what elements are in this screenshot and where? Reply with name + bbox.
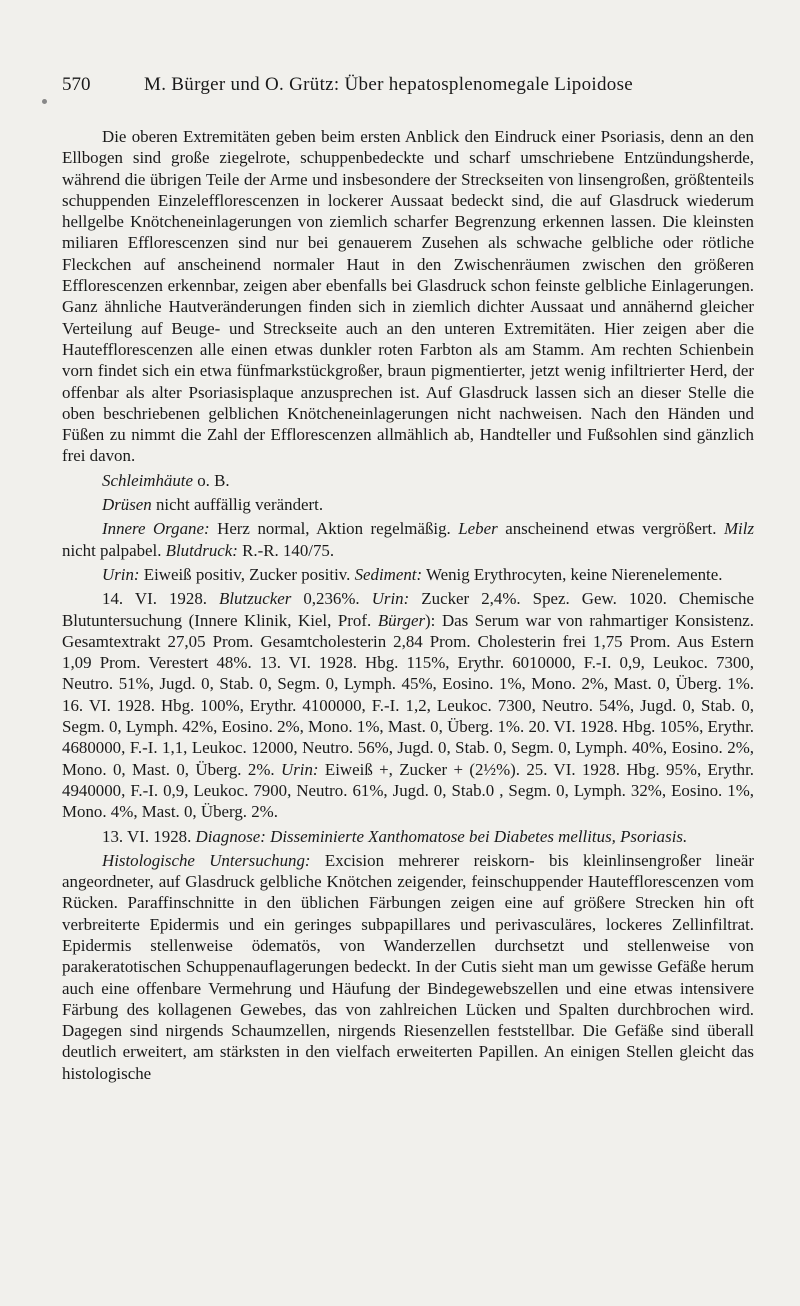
text: nicht auffällig verändert. (151, 495, 324, 515)
paragraph-glands (62, 494, 754, 515)
text: Herz normal, Aktion regelmäßig. (209, 519, 459, 539)
text: Wenig Erythrocyten, keine Nierenelemente. (422, 564, 723, 584)
page (62, 74, 754, 1087)
term: Blutzucker (219, 589, 292, 609)
term: Innere Organe: (102, 519, 210, 539)
text: Zucker 2,4%. Spez. Gew. 1020. Chemische Blutuntersuchung (Innere Klinik, Kiel, Prof. (62, 589, 754, 630)
text: o. B. (193, 470, 230, 490)
text: 0,236%. (291, 589, 372, 609)
term: Schleimhäute (102, 470, 193, 490)
body-text (62, 126, 754, 1084)
text: Eiweiß +, Zucker + (2½%). 25. VI. 1928. Hbg. 95%, Erythr. 4940000, F.-I. 0,9, Leukoc. 7900, Neutro. 61%, Jugd. 0, Stab.0 , Segm. 0, Lymph. 32%, Eosino. 1%, Mono. 4%, Mast. 0, Überg. 2%. (62, 759, 754, 822)
text: Eiweiß positiv, Zucker positiv. (139, 564, 355, 584)
text: ): Das Serum war von rahmartiger Konsistenz. Gesamtextrakt 27,05 Prom. Gesamtcholesterin 2,84 Prom. Cholesterin frei 1,75 Prom. Aus Estern 1,09 Prom. Verestert 48%. 13. VI. 1928. Hbg. 115%, Erythr. 6010000, F.-I. 0,9, Leukoc. 7300, Neutro. 51%, Jugd. 0, Stab. 0, Segm. 0, Lymph. 45%, Eosino. 1%, Mono. 2%, Mast. 0, Überg. 1%. 16. VI. 1928. Hbg. 100%, Erythr. 4100000, F.-I. 1,2, Leukoc. 7300, Neutro. 54%, Jugd. 0, Stab. 0, Segm. 0, Lymph. 42%, Eosino. 2%, Mono. 1%, Mast. 0, Überg. 1%. 20. VI. 1928. Hbg. 105%, Erythr. 4680000, F.-I. 1,1, Leukoc. 12000, Neutro. 56%, Jugd. 0, Stab. 0, Segm. 0, Lymph. 40%, Eosino. 2%, Mono. 0, Mast. 0, Überg. 2%. (62, 610, 754, 779)
paragraph-diagnosis (62, 826, 754, 847)
term: Histologische Untersuchung: (102, 850, 311, 870)
page-number: 570 (62, 74, 91, 95)
text: nicht palpabel. (62, 540, 166, 560)
text: anscheinend etwas vergrößert. (497, 519, 724, 539)
paragraph-organs (62, 518, 754, 561)
text: R.-R. 140/75. (237, 540, 335, 560)
paragraph-mucosa (62, 470, 754, 491)
term: Blutdruck: (165, 540, 238, 560)
text: Excision mehrerer reiskorn- bis kleinlinsengroßer lineär angeordneter, auf Glasdruck gelbliche Knötchen zeigender, feinschuppender Hautefflorescenzen vom Rücken. Paraffinschnitte in den üblichen Färbungen zeigen eine auf größere Strecken hin oft verbreiterte Epidermis und ein geringes subpapillares und perivasculäres, lockeres Zellinfiltrat. Epidermis stellenweise ödematös, von Wanderzellen durchsetzt und stellenweise von parakeratotischen Schuppenauflagerungen bedeckt. In der Cutis sieht man um gewisse Gefäße herum auch eine offenbare Vermehrung und Häufung der Bindegewebszellen und eine etwas intensivere Färbung des kollagenen Gewebes, das von zahlreichen Lücken und Spalten durchbrochen wird. Dagegen sind nirgends Schaumzellen, nirgends Riesenzellen feststellbar. Die Gefäße sind überall deutlich erweitert, am stärksten in den vielfach erweiterten Papillen. An einigen Stellen gleicht das histologische (62, 850, 754, 1083)
term: Leber (458, 519, 498, 539)
term: Urin: (102, 564, 140, 584)
page-speck (42, 99, 47, 104)
term: Drüsen (102, 495, 152, 515)
term: Bürger (377, 610, 426, 630)
term: Milz (723, 519, 755, 539)
term: Sediment: (354, 564, 423, 584)
paragraph-blood-values (62, 588, 754, 822)
date: 13. VI. 1928. (102, 826, 196, 846)
running-title: M. Bürger und O. Grütz: Über hepatosplenomegale Lipoidose (144, 74, 634, 95)
paragraph-urine (62, 564, 754, 585)
paragraph-skin-findings: Die oberen Extremitäten geben beim ersten Anblick den Eindruck einer Psoriasis, denn an den Ellbogen sind große ziegelrote, schuppenbedeckte und scharf umschriebene Entzündungsherde, während die übrigen Teile der Arme und insbesondere der Streckseiten von linsengroßen, größtenteils schuppenden Einzelefflorescenzen in lockerer Aussaat bedeckt sind, die auf Glasdruck wiederum hellgelbe Knötcheneinlagerungen von ziemlich scharfer Begrenzung erkennen lassen. Die kleinsten miliaren Efflorescenzen sind nur bei genauerem Zusehen als schwache gelbliche oder rötliche Fleckchen auf anscheinend normaler Haut in den Zwischenräumen zwischen den größeren Efflorescenzen erkennbar, zeigen aber ebenfalls bei Glasdruck schon feinste gelbliche Einlagerungen. Ganz ähnliche Hautveränderungen finden sich in ziemlich dichter Aussaat und annähernd gleicher Verteilung auf Beuge- und Streckseite auch an den unteren Extremitäten. Hier zeigen aber die Hautefflorescenzen alle einen etwas dunkler roten Farbton als am Stamm. Am rechten Schienbein vorn findet sich ein etwa fünfmarkstückgroßer, braun pigmentierter, jetzt wenig infiltrierter Herd, der offenbar als alter Psoriasisplaque anzusprechen ist. Auf Glasdruck lassen sich an dieser Stelle die oben beschriebenen gelblichen Knötcheneinlagerungen nicht nachweisen. Nach den Händen und Füßen zu nimmt die Zahl der Efflorescenzen allmählich ab, Handteller und Fußsohlen sind gänzlich frei davon. (62, 127, 754, 466)
running-head (62, 74, 754, 96)
paragraph-histology (62, 850, 754, 1084)
term: Urin: (281, 759, 319, 779)
term: Urin: (371, 589, 410, 609)
diagnosis: Diagnose: Disseminierte Xanthomatose bei Diabetes mellitus, Psoriasis. (195, 826, 688, 846)
date: 14. VI. 1928. (102, 589, 220, 609)
